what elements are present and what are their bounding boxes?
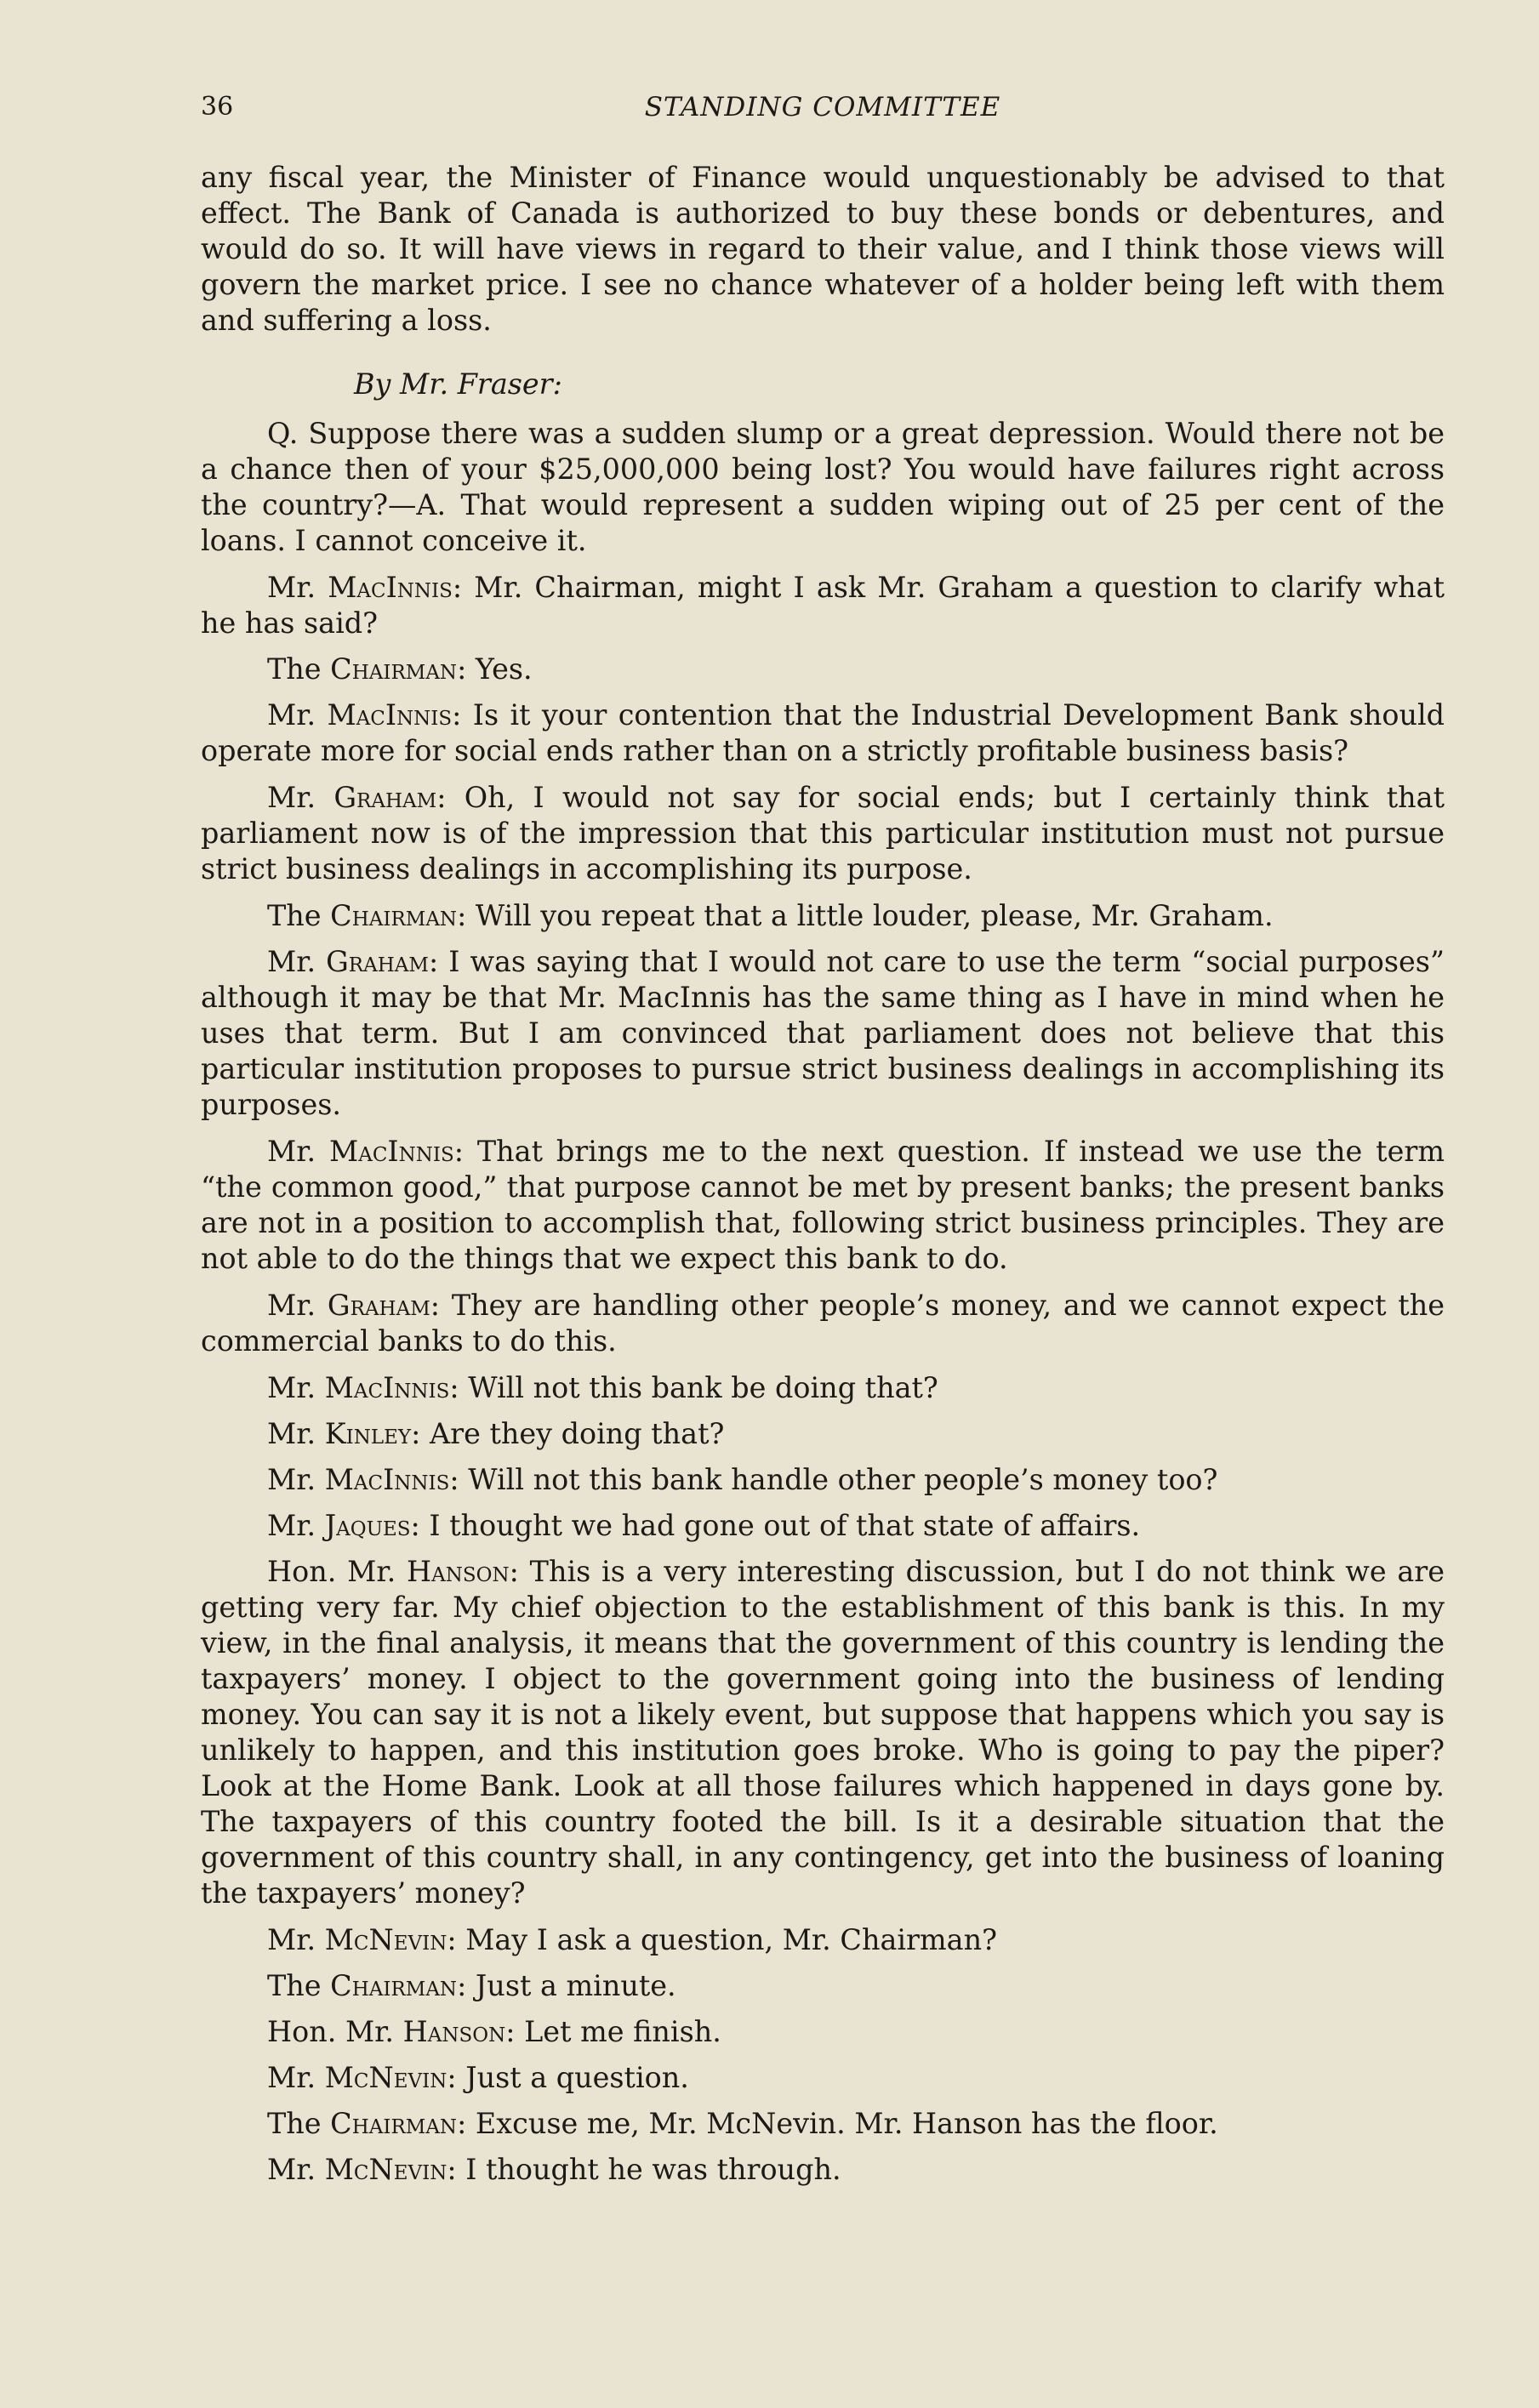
speech-text: : Are they doing that? <box>411 1417 725 1450</box>
speaker-name: Kinley <box>324 1417 412 1450</box>
speaker-name: McNevin <box>324 2153 447 2186</box>
question-answer-paragraph: Q. Suppose there was a sudden slump or a great depression. Would there not be a chance then of your $25,000,000 being lost? You would have failures right across the country?—A. That would represent a sudden wiping out of 25 per cent of the loans. I cannot conceive it. <box>201 417 1445 557</box>
speaker-name: Hanson <box>407 1555 510 1588</box>
speaker-name: Chairman <box>330 2107 458 2140</box>
speaker-name: McNevin <box>324 1923 447 1956</box>
speech-text: : Excuse me, Mr. McNevin. Mr. Hanson has the floor. <box>457 2107 1218 2140</box>
speech-text: : Yes. <box>457 652 533 686</box>
speech-paragraph <box>201 1462 1445 1498</box>
speaker-name: MacInnis <box>328 571 453 604</box>
speech-paragraph <box>201 944 1445 1123</box>
speech-text: : Let me finish. <box>505 2015 721 2048</box>
speech-text: : I thought he was through. <box>447 2153 841 2186</box>
speech-paragraph <box>201 1554 1445 1911</box>
speech-text: : Just a question. <box>447 2061 689 2094</box>
speaker-title: Mr. <box>267 1289 328 1322</box>
speech-text: : May I ask a question, Mr. Chairman? <box>447 1923 997 1956</box>
speaker-name: Hanson <box>402 2015 506 2048</box>
speech-paragraph <box>201 780 1445 887</box>
speech-text: : Mr. Chairman, might I ask Mr. Graham a question to clarify what he has said? <box>201 571 1445 640</box>
speech-text: : Just a minute. <box>457 1969 676 2002</box>
page-header <box>201 92 1445 129</box>
speaker-title: Hon. Mr. <box>267 2015 403 2048</box>
speaker-title: Mr. <box>267 1923 325 1956</box>
speech-text: : That brings me to the next question. If instead we use the term “the common good,” that purpose cannot be met by present banks; the present banks are not in a position to accomplish that, following strict business principles. They are not able to do the things that we expect this bank to do. <box>201 1135 1445 1275</box>
speech-paragraph <box>201 1370 1445 1406</box>
speech-text: : I was saying that I would not care to use the term “social purposes” although it may be that Mr. MacInnis has the same thing as I have in mind when he uses that term. But I am convinced that parliament does not believe that this particular institution proposes to pursue strict business dealings in accomplishing its purposes. <box>201 945 1445 1121</box>
speaker-name: Graham <box>327 1289 430 1322</box>
speech-paragraph <box>201 2060 1445 2096</box>
speaker-title: Mr. <box>267 1463 325 1496</box>
examiner-byline: By Mr. Fraser: <box>354 367 562 401</box>
speaker-name: Graham <box>326 945 429 978</box>
speaker-name: MacInnis <box>329 1135 454 1168</box>
transcript-body <box>201 160 1445 2198</box>
speech-paragraph <box>201 570 1445 641</box>
page-number: 36 <box>201 92 234 122</box>
speech-text: : Oh, I would not say for social ends; but I certainly think that parliament now is of the impression that this particular institution must not pursue strict business dealings in accomplishing its purpose. <box>201 781 1445 885</box>
speech-paragraph <box>201 1134 1445 1277</box>
speaker-title: Mr. <box>267 1509 325 1542</box>
speech-paragraph <box>201 652 1445 687</box>
speaker-name: McNevin <box>324 2061 447 2094</box>
speech-paragraph <box>201 1416 1445 1452</box>
running-title: STANDING COMMITTEE <box>644 92 1001 122</box>
speaker-title: The <box>267 652 331 686</box>
speaker-name: MacInnis <box>324 1371 450 1404</box>
speech-text: : They are handling other people’s money, and we cannot expect the commercial banks to do this. <box>201 1289 1445 1358</box>
speech-paragraph <box>201 1288 1445 1359</box>
speech-paragraph <box>201 2014 1445 2050</box>
speech-paragraph <box>201 2152 1445 2188</box>
speech-paragraph <box>201 2106 1445 2142</box>
speaker-title: The <box>267 899 331 932</box>
speech-paragraph <box>201 1508 1445 1544</box>
speaker-title: Mr. <box>267 2153 325 2186</box>
speech-text: : This is a very interesting discussion, but I do not think we are getting very far. My chief objection to the establishment of this bank is this. In my view, in the final analysis, it means that the government of this country is lending the taxpayers’ money. I object to the government going into the business of lending money. You can say it is not a likely event, but suppose that happens which you say is unlikely to happen, and this institution goes broke. Who is going to pay the piper? Look at the Home Bank. Look at all those failures which happened in days gone by. The taxpayers of this country footed the bill. Is it a desirable situation that the government of this country shall, in any contingency, get into the business of loaning the taxpayers’ money? <box>201 1555 1445 1910</box>
speaker-title: Hon. Mr. <box>267 1555 408 1588</box>
speaker-title: The <box>267 1969 331 2002</box>
speech-paragraph <box>201 697 1445 769</box>
speaker-name: Chairman <box>330 899 458 932</box>
speaker-title: Mr. <box>267 1371 325 1404</box>
paragraph-continuation: any fiscal year, the Minister of Finance would unquestionably be advised to that effect. The Bank of Canada is authorized to buy these bonds or debentures, and would do so. It will have views in regard to their value, and I think those views will govern the market price. I see no chance whatever of a holder being left with them and suffering a loss. <box>201 161 1445 337</box>
speaker-title: Mr. <box>267 1417 325 1450</box>
speech-text: : I thought we had gone out of that state of affairs. <box>410 1509 1141 1542</box>
speech-paragraph <box>201 1968 1445 2004</box>
speaker-title: Mr. <box>267 698 328 732</box>
speaker-title: Mr. <box>267 945 327 978</box>
speaker-name: Graham <box>333 781 437 814</box>
speaker-name: Chairman <box>330 1969 458 2002</box>
speaker-title: Mr. <box>267 781 334 814</box>
speaker-title: Mr. <box>267 571 328 604</box>
speaker-name: MacInnis <box>324 1463 450 1496</box>
speech-text: : Will you repeat that a little louder, please, Mr. Graham. <box>457 899 1274 932</box>
speaker-title: Mr. <box>267 1135 330 1168</box>
speech-text: : Is it your contention that the Industrial Development Bank should operate more for social ends rather than on a strictly profitable business basis? <box>201 698 1445 767</box>
speech-paragraph <box>201 1922 1445 1958</box>
speaker-name: Jaques <box>324 1509 411 1542</box>
speaker-title: The <box>267 2107 331 2140</box>
speaker-title: Mr. <box>267 2061 325 2094</box>
speaker-name: Chairman <box>330 652 458 686</box>
speech-text: : Will not this bank be doing that? <box>449 1371 938 1404</box>
speech-paragraph <box>201 898 1445 934</box>
speech-text: : Will not this bank handle other people’s money too? <box>449 1463 1218 1496</box>
speaker-name: MacInnis <box>327 698 453 732</box>
